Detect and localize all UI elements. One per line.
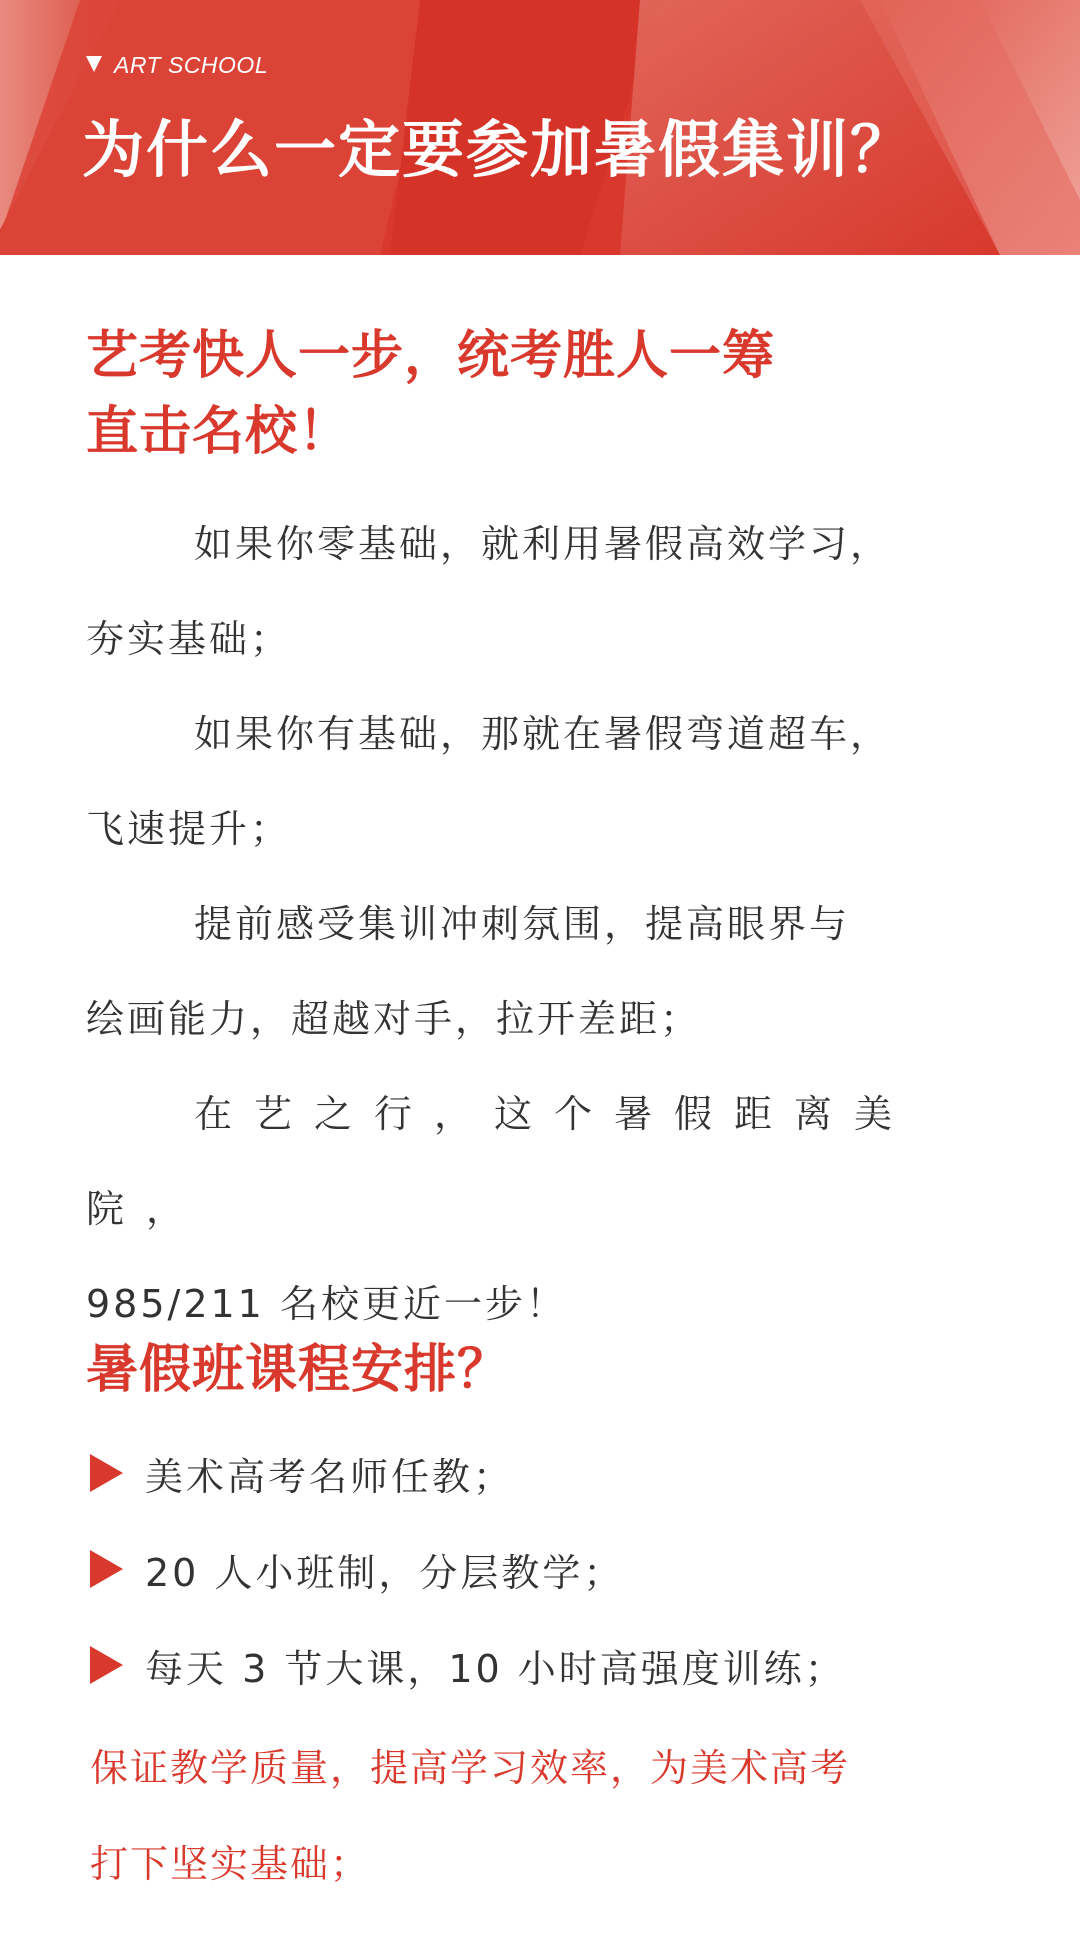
paragraph <box>86 877 1006 1067</box>
paragraph <box>86 687 1006 877</box>
section-heading-line: 艺考快人一步，统考胜人一筹 <box>86 326 776 386</box>
body-text <box>86 497 1006 1352</box>
list-item-text: 每天 3 节大课，10 小时高强度训练； <box>145 1646 846 1691</box>
list-item-text: 美术高考名师任教； <box>145 1454 515 1499</box>
triangle-right-icon <box>90 1646 123 1684</box>
list-item-text: 20 人小班制，分层教学； <box>145 1550 625 1595</box>
brand-name: ART SCHOOL <box>114 52 269 78</box>
paragraph-line: 在艺之行，这个暑假距离美院， <box>86 1092 915 1231</box>
section-heading-line: 暑假班课程安排？ <box>86 1340 511 1400</box>
paragraph-line: 绘画能力，超越对手，拉开差距； <box>86 997 702 1041</box>
paragraph <box>86 497 1006 687</box>
closing-note <box>90 1720 1016 1912</box>
brand <box>86 52 268 79</box>
section-heading-line: 直击名校！ <box>86 402 352 462</box>
page-title: 为什么一定要参加暑假集训？ <box>82 113 915 186</box>
course-list <box>90 1425 1010 1713</box>
closing-note-line: 保证教学质量，提高学习效率，为美术高考 <box>90 1746 851 1790</box>
list-item <box>90 1521 1010 1617</box>
section-heading-schedule <box>86 1332 510 1408</box>
list-item <box>90 1425 1010 1521</box>
closing-note-line: 打下坚实基础； <box>90 1842 371 1886</box>
paragraph-line: 提前感受集训冲刺氛围，提高眼界与 <box>194 902 851 946</box>
paragraph-line: 如果你零基础，就利用暑假高效学习， <box>194 522 892 566</box>
paragraph-line: 985/211 名校更近一步！ <box>86 1282 567 1326</box>
paragraph-line: 飞速提升； <box>86 807 292 851</box>
triangle-right-icon <box>90 1454 123 1492</box>
triangle-right-icon <box>90 1550 123 1588</box>
paragraph <box>86 1067 1006 1352</box>
header-banner <box>0 0 1080 255</box>
triangle-down-icon <box>86 56 102 72</box>
section-heading-why <box>86 318 775 470</box>
list-item <box>90 1617 1010 1713</box>
paragraph-line: 如果你有基础，那就在暑假弯道超车， <box>194 712 892 756</box>
paragraph-line: 夯实基础； <box>86 617 292 661</box>
